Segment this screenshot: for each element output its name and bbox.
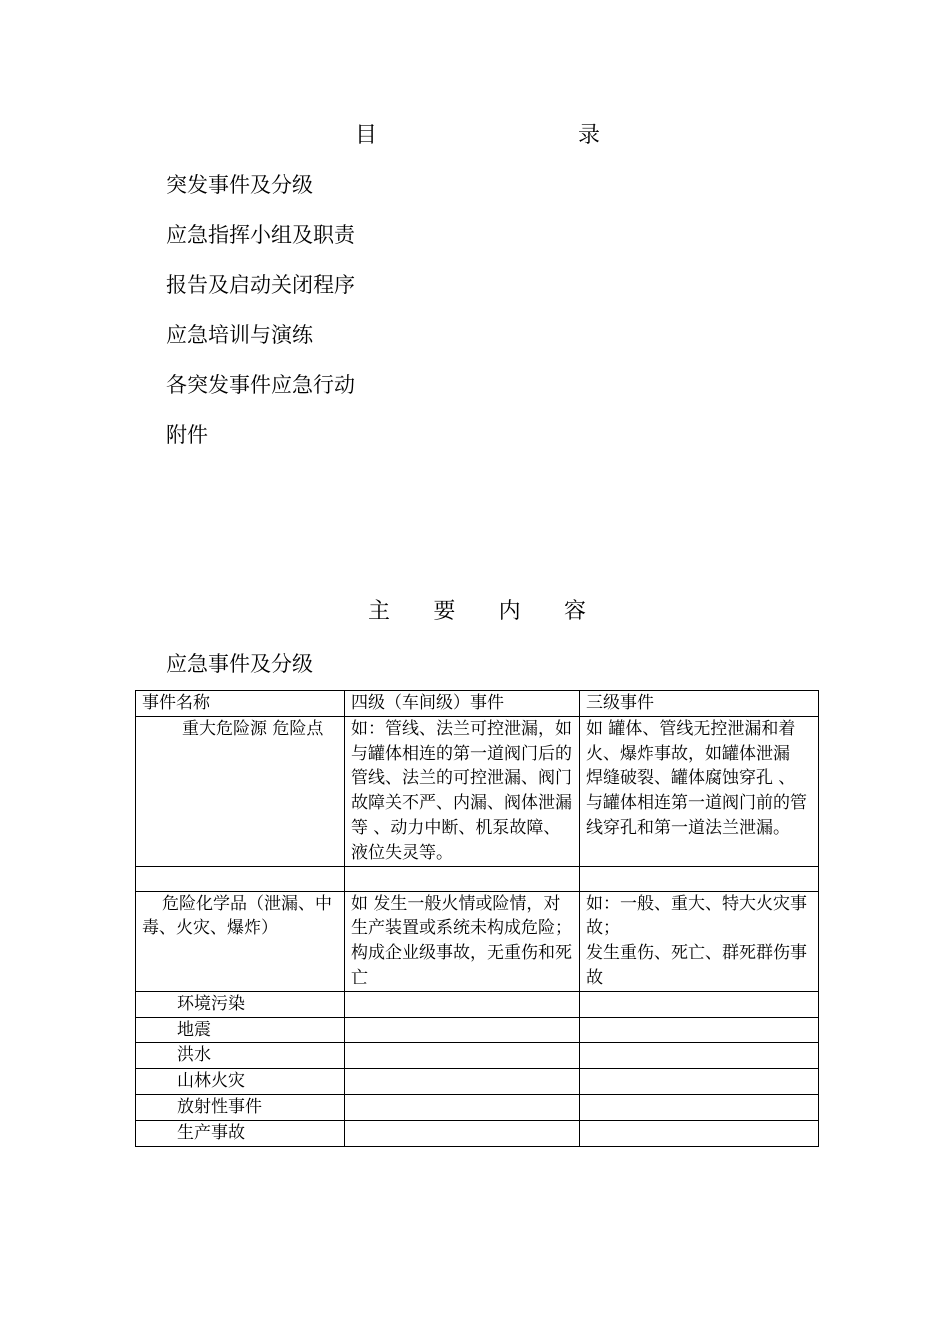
table-row (136, 1043, 819, 1069)
event-name-cell: 危险化学品（泄漏、中毒、火灾、爆炸） (136, 891, 345, 991)
level3-cell (580, 1120, 819, 1146)
main-title-char-4: 容 (563, 599, 586, 624)
level3-cell (580, 866, 819, 891)
level4-cell (345, 991, 580, 1017)
event-classification-table (135, 690, 819, 1147)
event-name-cell: 环境污染 (136, 991, 345, 1017)
toc-item: 应急培训与演练 (166, 323, 313, 347)
level4-cell: 如：管线、法兰可控泄漏，如与罐体相连的第一道阀门后的管线、法兰的可控泄漏、阀门故障关不严、内漏、阀体泄漏等 、动力中断、机泵故障、液位失灵等。 (345, 716, 580, 866)
toc-title-char-1: 目 (355, 123, 378, 148)
level4-cell (345, 1043, 580, 1069)
header-event-name: 事件名称 (136, 691, 345, 717)
level3-line: 如：一般、重大、特大火灾事故； (586, 893, 807, 939)
level4-cell (345, 891, 580, 991)
event-name-cell: 山林火灾 (136, 1069, 345, 1095)
table-row (136, 1017, 819, 1043)
main-title-char-2: 要 (433, 599, 456, 624)
level3-cell (580, 1094, 819, 1120)
toc-item: 报告及启动关闭程序 (166, 273, 355, 297)
toc-title-char-2: 录 (577, 123, 600, 148)
level3-cell: 如 罐体、管线无控泄漏和着火、爆炸事故，如罐体泄漏 焊缝破裂、罐体腐蚀穿孔 、与罐体相连第一道阀门前的管线穿孔和第一道法兰泄漏。 (580, 716, 819, 866)
level4-line: 构成企业级事故，无重伤和死亡 (351, 943, 572, 988)
main-title-char-1: 主 (368, 599, 391, 624)
level3-cell (580, 991, 819, 1017)
level4-cell (345, 1017, 580, 1043)
toc-item: 各突发事件应急行动 (166, 373, 355, 397)
table-row (136, 1120, 819, 1146)
table-header-row (136, 691, 819, 717)
table-row (136, 1069, 819, 1095)
event-name-cell: 生产事故 (136, 1120, 345, 1146)
toc-list (166, 170, 355, 470)
table-row (136, 991, 819, 1017)
level3-cell (580, 1043, 819, 1069)
event-name-cell: 地震 (136, 1017, 345, 1043)
event-name-cell: 放射性事件 (136, 1094, 345, 1120)
table-row (136, 1094, 819, 1120)
level3-cell (580, 1069, 819, 1095)
toc-item: 附件 (166, 423, 208, 447)
section-heading: 应急事件及分级 (166, 652, 313, 676)
event-name-cell: 重大危险源 危险点 (136, 716, 345, 866)
level4-cell (345, 1120, 580, 1146)
toc-title (355, 118, 600, 149)
level4-cell (345, 866, 580, 891)
event-name-cell (136, 866, 345, 891)
table-row (136, 891, 819, 991)
level4-line: 如 发生一般火情或险情，对生产装置或系统未构成危险； (351, 893, 572, 939)
level4-cell (345, 1094, 580, 1120)
level4-cell (345, 1069, 580, 1095)
header-level4: 四级（车间级）事件 (345, 691, 580, 717)
table-row-empty (136, 866, 819, 891)
level3-cell (580, 891, 819, 991)
level3-cell (580, 1017, 819, 1043)
level3-line: 发生重伤、死亡、群死群伤事故 (586, 943, 807, 988)
main-content-title (368, 594, 586, 625)
toc-item: 突发事件及分级 (166, 173, 313, 197)
main-title-char-3: 内 (498, 599, 521, 624)
toc-item: 应急指挥小组及职责 (166, 223, 355, 247)
table-row (136, 716, 819, 866)
header-level3: 三级事件 (580, 691, 819, 717)
event-name-cell: 洪水 (136, 1043, 345, 1069)
